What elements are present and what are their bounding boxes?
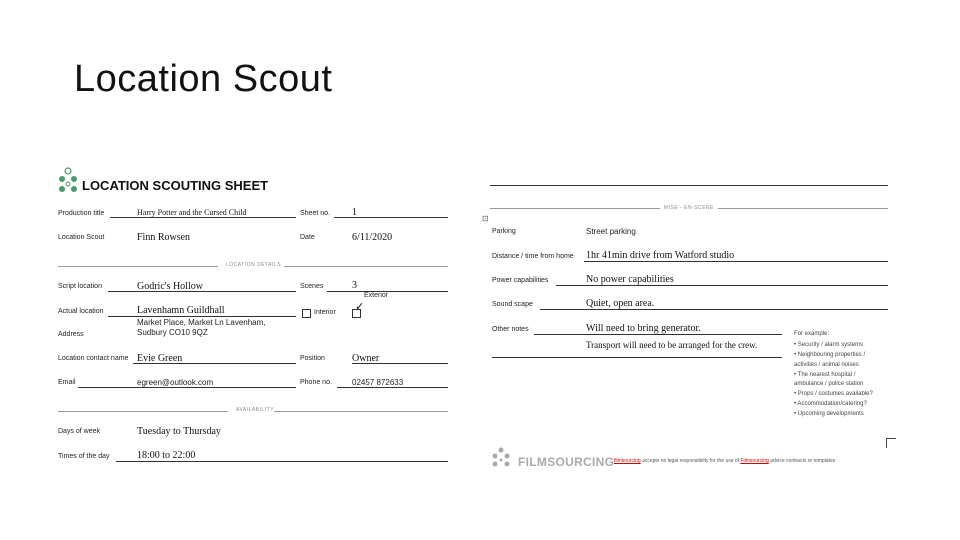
phone-no-value: 02457 872633 <box>352 378 404 387</box>
other-notes-label: Other notes <box>492 326 529 333</box>
script-location-label: Script location <box>58 283 102 290</box>
sound-label: Sound scape <box>492 301 533 308</box>
actual-location-value: Lavenhamn Guildhall <box>137 305 225 316</box>
disclaimer-link[interactable]: filmsourcing <box>614 458 641 464</box>
distance-label: Distance / time from home <box>492 253 574 260</box>
phone-no-label: Phone no. <box>300 379 332 386</box>
section-mise-en-scene: MISE - EN-SCENE <box>664 205 715 211</box>
sheet-no-label: Sheet no. <box>300 210 330 217</box>
days-of-week-label: Days of week <box>58 428 101 435</box>
address-label: Address <box>58 331 84 338</box>
disclaimer-tail: advice contracts or templates <box>768 458 836 464</box>
parking-label: Parking <box>492 228 516 235</box>
interior-label: Interior <box>314 309 336 316</box>
location-contact-name-label: Location contact name <box>58 355 129 362</box>
disclaimer-text: accepts no legal responsibility for the use of <box>640 458 741 464</box>
power-label: Power capabilities <box>492 277 549 284</box>
filmsourcing-logo-icon <box>490 446 512 470</box>
other-notes-line1: Will need to bring generator. <box>586 323 701 334</box>
distance-value: 1hr 41min drive from Watford studio <box>586 250 735 261</box>
corner-mark-icon <box>886 438 896 448</box>
footer-disclaimer <box>614 458 835 464</box>
disclaimer-link[interactable]: Filmsourcing <box>740 458 769 464</box>
address-line1: Market Place, Market Ln Lavenham, <box>137 318 266 327</box>
example-item: • Neighbouring properties / <box>794 352 866 358</box>
position-value: Owner <box>352 353 380 364</box>
location-scout-value: Finn Rowsen <box>137 232 191 243</box>
location-scout-label: Location Scout <box>58 234 105 241</box>
checkmark-icon: ✓ <box>355 301 365 313</box>
date-label: Date <box>300 234 315 241</box>
interior-checkbox[interactable] <box>302 309 311 318</box>
parking-value: Street parking <box>586 227 636 236</box>
days-of-week-value: Tuesday to Thursday <box>137 426 221 437</box>
exterior-label: Exterior <box>364 292 389 299</box>
times-of-day-label: Times of the day <box>58 453 110 460</box>
example-item: • Props / costumes available? <box>794 391 873 397</box>
example-item: • The nearest hospital / <box>794 372 856 378</box>
email-value: egreen@outlook.com <box>137 378 214 387</box>
example-item: • Accommodation/catering? <box>794 401 867 407</box>
actual-location-label: Actual location <box>58 308 104 315</box>
scenes-value: 3 <box>352 280 357 291</box>
section-location-details: LOCATION DETAILS <box>226 262 282 268</box>
production-title-label: Production title <box>58 210 105 217</box>
other-notes-line2: Transport will need to be arranged for the crew. <box>586 340 758 350</box>
date-value: 6/11/2020 <box>352 232 393 243</box>
slide-title: Location Scout <box>74 58 333 100</box>
sheet-title: LOCATION SCOUTING SHEET <box>82 178 269 193</box>
location-contact-name-value: Evie Green <box>137 353 183 364</box>
example-item: For example: <box>794 331 830 337</box>
scenes-label: Scenes <box>300 283 324 290</box>
power-value: No power capabilities <box>586 274 674 285</box>
example-item: • Upcoming developments <box>794 411 864 417</box>
email-label: Email <box>58 379 76 386</box>
times-of-day-value: 18:00 to 22:00 <box>137 450 196 461</box>
filmsourcing-brand: FILMSOURCING <box>518 455 615 469</box>
section-availability: AVAILABILITY <box>236 407 275 413</box>
sheet-no-value: 1 <box>352 207 357 218</box>
script-location-value: Godric's Hollow <box>137 281 203 292</box>
film-reel-logo-icon <box>56 166 80 196</box>
production-title-value: Harry Potter and the Cursed Child <box>137 208 247 217</box>
example-item: ambulance / police station <box>794 381 864 387</box>
address-line2: Sudbury CO10 9QZ <box>137 328 208 337</box>
example-item: • Security / alarm systems <box>794 342 864 348</box>
crosshair-icon: ⊡ <box>482 214 489 223</box>
example-item: activities / animal noises <box>794 362 859 368</box>
sound-value: Quiet, open area. <box>586 298 655 309</box>
position-label: Position <box>300 355 325 362</box>
